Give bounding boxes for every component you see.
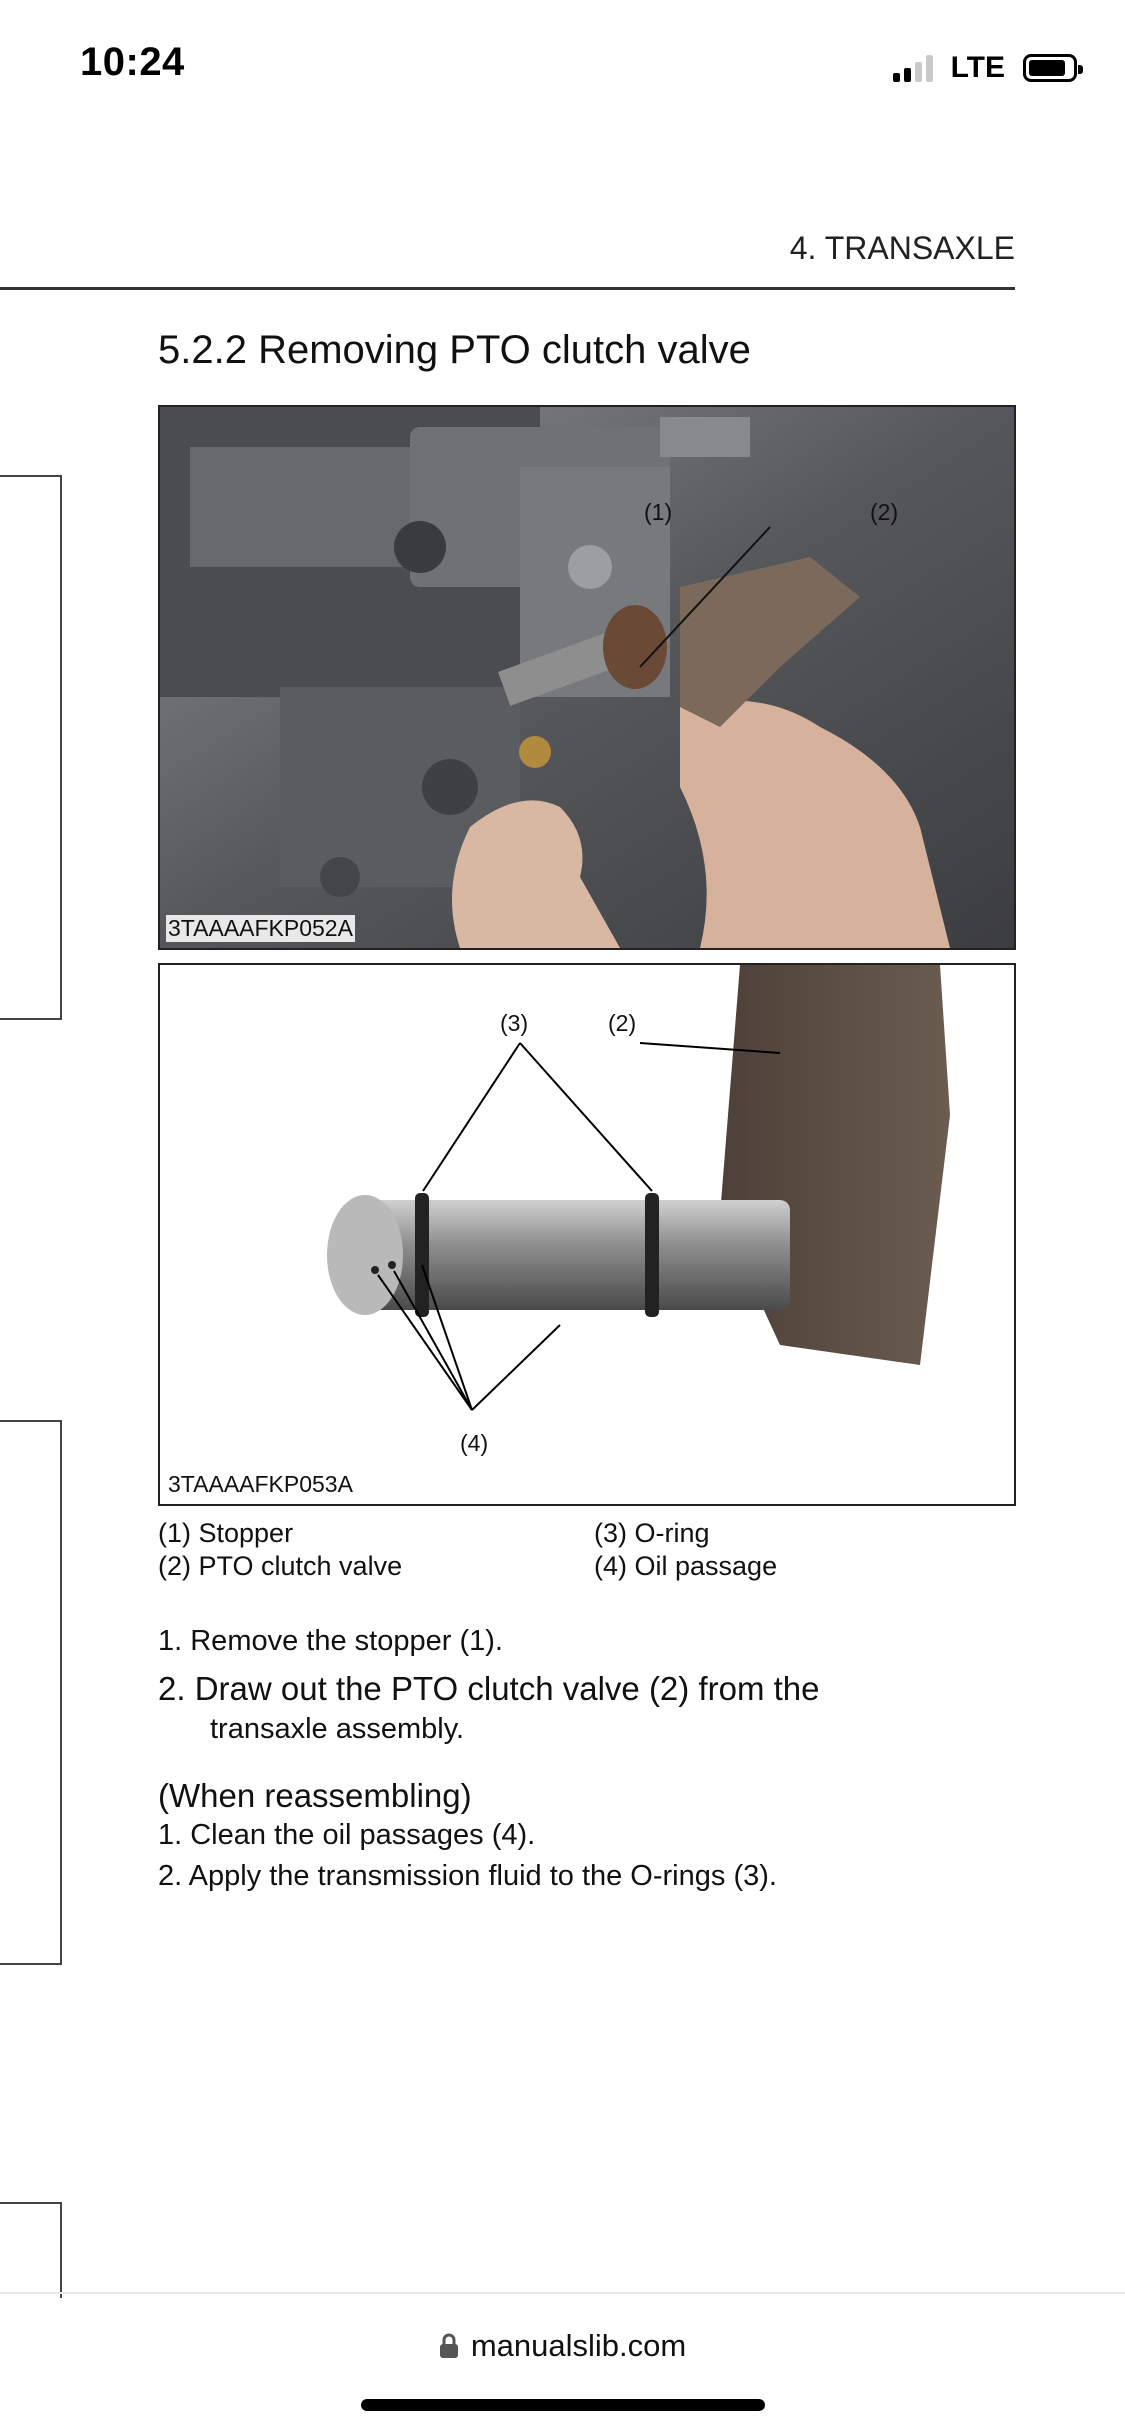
caption-stopper: (1) Stopper <box>158 1518 294 1548</box>
caption-o-ring: (3) O-ring <box>594 1518 710 1548</box>
header-divider <box>0 287 1015 290</box>
step-2: 2. Draw out the PTO clutch valve (2) from the <box>158 1670 820 1707</box>
reassembly-step-1: 1. Clean the oil passages (4). <box>158 1819 536 1851</box>
transaxle-photo-illustration <box>160 407 1014 948</box>
callout-1: (1) <box>644 499 673 525</box>
step-2-continuation: transaxle assembly. <box>210 1713 465 1745</box>
url-text[interactable]: manualslib.com <box>470 2328 687 2363</box>
bottom-bar-divider <box>0 2292 1125 2294</box>
figure-stopper-removal-photo <box>158 405 1016 950</box>
clutch-valve-illustration <box>160 965 1014 1504</box>
figure-code: 3TAAAAFKP052A <box>168 915 353 941</box>
home-indicator[interactable] <box>361 2399 765 2411</box>
reassembly-step-2: 2. Apply the transmission fluid to the O-rings (3). <box>158 1860 777 1892</box>
address-bar[interactable] <box>0 2328 1125 2364</box>
callout-2: (2) <box>870 499 899 525</box>
callout-3: (3) <box>500 1010 529 1036</box>
status-time: 10:24 <box>80 40 185 84</box>
figure-code: 3TAAAAFKP053A <box>168 1471 353 1497</box>
side-page-frame <box>0 475 62 1020</box>
callout-2: (2) <box>608 1010 637 1036</box>
lock-icon <box>439 2333 459 2359</box>
reassembly-heading: (When reassembling) <box>158 1777 472 1814</box>
step-1: 1. Remove the stopper (1). <box>158 1625 503 1657</box>
side-page-frame <box>0 2202 62 2298</box>
network-type-label: LTE <box>950 51 1005 84</box>
caption-oil-passage: (4) Oil passage <box>594 1551 778 1581</box>
section-title: 5.2.2 Removing PTO clutch valve <box>158 328 751 372</box>
section-header: 4. TRANSAXLE <box>789 230 1015 266</box>
status-indicators <box>893 48 1077 88</box>
side-page-frame <box>0 1420 62 1965</box>
figure-clutch-valve-photo <box>158 963 1016 1506</box>
callout-4: (4) <box>460 1430 489 1456</box>
caption-pto-clutch-valve: (2) PTO clutch valve <box>158 1551 403 1581</box>
cellular-signal-icon <box>893 54 933 82</box>
battery-icon <box>1023 54 1077 82</box>
